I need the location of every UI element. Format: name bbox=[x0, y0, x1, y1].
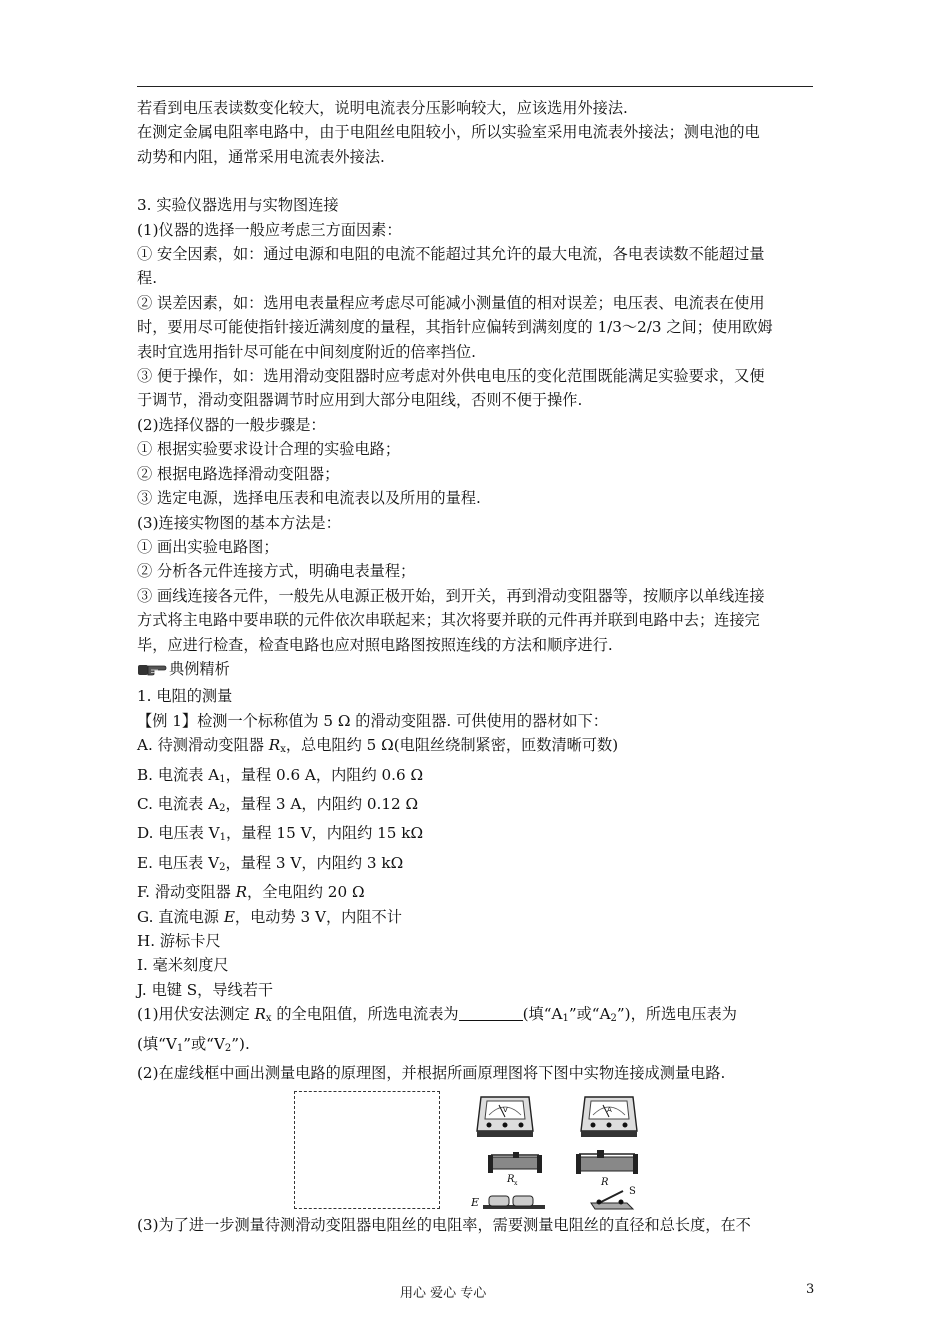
paragraph: 动势和内阻，通常采用电流表外接法. bbox=[137, 147, 385, 166]
option-h: H. 游标卡尺 bbox=[137, 932, 221, 950]
question-1-cont: (填“$V_1$”或“$V_2$”). bbox=[137, 1034, 250, 1054]
voltmeter-icon bbox=[475, 1091, 535, 1141]
paragraph: ③ 画线连接各元件，一般先从电源正极开始，到开关，再到滑动变阻器等，按顺序以单线连接 bbox=[137, 586, 765, 605]
paragraph: ① 安全因素，如：通过电源和电阻的电流不能超过其允许的最大电流，各电表读数不能超过量 bbox=[137, 245, 765, 264]
paragraph: ③ 选定电源，选择电压表和电流表以及所用的量程. bbox=[137, 489, 481, 508]
paragraph: ② 误差因素，如：选用电表量程应考虑尽可能减小测量值的相对误差；电压表、电流表在使用 bbox=[137, 293, 765, 312]
typical-examples-heading: 典例精析 bbox=[137, 657, 815, 684]
option-i: I. 毫米刻度尺 bbox=[137, 956, 229, 975]
option-j: J. 电键 S，导线若干 bbox=[137, 980, 274, 999]
page-number: 3 bbox=[806, 1282, 815, 1297]
option-d: D. 电压表 $V_1$，量程 15 V，内阻约 15 kΩ bbox=[137, 824, 424, 844]
paragraph: (1)仪器的选择一般应考虑三方面因素： bbox=[137, 220, 402, 239]
paragraph: 方式将主电路中要串联的元件依次串联起来；其次将要并联的元件再并联到电路中去；连接完 bbox=[137, 611, 760, 630]
paragraph: 表时宜选用指针尽可能在中间刻度附近的倍率挡位. bbox=[137, 342, 476, 361]
battery-icon bbox=[471, 1191, 547, 1213]
paragraph: (2)选择仪器的一般步骤是： bbox=[137, 415, 326, 434]
svg-text:R: R bbox=[507, 1174, 515, 1186]
option-f: F. 滑动变阻器 R，全电阻约 20 Ω bbox=[137, 883, 365, 902]
subsection-heading: 1. 电阻的测量 bbox=[137, 687, 233, 706]
paragraph: ① 根据实验要求设计合理的实验电路； bbox=[137, 440, 401, 459]
circuit-drawing-box bbox=[294, 1091, 440, 1209]
svg-text:A: A bbox=[607, 1106, 612, 1115]
header-rule bbox=[137, 86, 813, 87]
paragraph: 在测定金属电阻率电路中，由于电阻丝电阻较小，所以实验室采用电流表外接法；测电池的电 bbox=[137, 123, 760, 142]
paragraph: (3)连接实物图的基本方法是： bbox=[137, 513, 341, 532]
paragraph: ② 根据电路选择滑动变阻器； bbox=[137, 464, 340, 483]
svg-text:x: x bbox=[514, 1180, 518, 1188]
question-2: (2)在虚线框中画出测量电路的原理图，并根据所画原理图将下图中实物连接成测量电路. bbox=[137, 1064, 726, 1083]
svg-text:V: V bbox=[503, 1106, 508, 1115]
paragraph: ③ 便于操作，如：选用滑动变阻器时应考虑对外供电电压的变化范围既能满足实验要求，又便 bbox=[137, 367, 765, 386]
paragraph: 毕，应进行检查，检查电路也应对照电路图按照连线的方法和顺序进行. bbox=[137, 635, 613, 654]
document-body bbox=[137, 96, 815, 1238]
question-3: (3)为了进一步测量待测滑动变阻器电阻丝的电阻率，需要测量电阻丝的直径和总长度，在不 bbox=[137, 1216, 751, 1235]
section-heading: 3. 实验仪器选用与实物图连接 bbox=[137, 196, 339, 215]
option-a: A. 待测滑动变阻器 $R_x$，总电阻约 5 Ω(电阻丝绕制紧密，匝数清晰可数) bbox=[137, 736, 619, 756]
option-c: C. 电流表 $A_2$，量程 3 A，内阻约 0.12 Ω bbox=[137, 794, 419, 814]
example-statement: 【例 1】检测一个标称值为 5 Ω 的滑动变阻器. 可供使用的器材如下： bbox=[137, 711, 608, 730]
paragraph: 时，要用尽可能使指针接近满刻度的量程，其指针应偏转到满刻度的 1/3～2/3 之间；使用欧姆 bbox=[137, 318, 773, 337]
pointing-hand-icon bbox=[137, 660, 167, 684]
paragraph: ① 画出实验电路图； bbox=[137, 537, 279, 556]
svg-text:R: R bbox=[601, 1177, 609, 1189]
answer-blank bbox=[459, 1005, 523, 1021]
option-b: B. 电流表 $A_1$，量程 0.6 A，内阻约 0.6 Ω bbox=[137, 765, 424, 785]
paragraph: 若看到电压表读数变化较大，说明电流表分压影响较大，应该选用外接法. bbox=[137, 99, 628, 117]
option-g: G. 直流电源 E，电动势 3 V，内阻不计 bbox=[137, 907, 402, 926]
paragraph: 于调节，滑动变阻器调节时应用到大部分电阻线，否则不便于操作. bbox=[137, 391, 583, 410]
rheostat-rx-icon bbox=[487, 1151, 543, 1187]
option-e: E. 电压表 $V_2$，量程 3 V，内阻约 3 kΩ bbox=[137, 853, 404, 873]
svg-text:S: S bbox=[629, 1186, 636, 1198]
question-1: (1)用伏安法测定 $R_x$ 的全电阻值，所选电流表为 (填“$A_1$”或“$A_2$”)，所选电压表为 bbox=[137, 1005, 737, 1025]
paragraph: ② 分析各元件连接方式，明确电表量程； bbox=[137, 562, 416, 581]
switch-icon bbox=[585, 1183, 645, 1211]
svg-text:E: E bbox=[471, 1196, 480, 1210]
footer-motto: 用心 爱心 专心 bbox=[400, 1286, 487, 1301]
circuit-figure bbox=[137, 1091, 815, 1209]
ammeter-icon bbox=[579, 1091, 639, 1141]
paragraph: 程. bbox=[137, 269, 158, 288]
